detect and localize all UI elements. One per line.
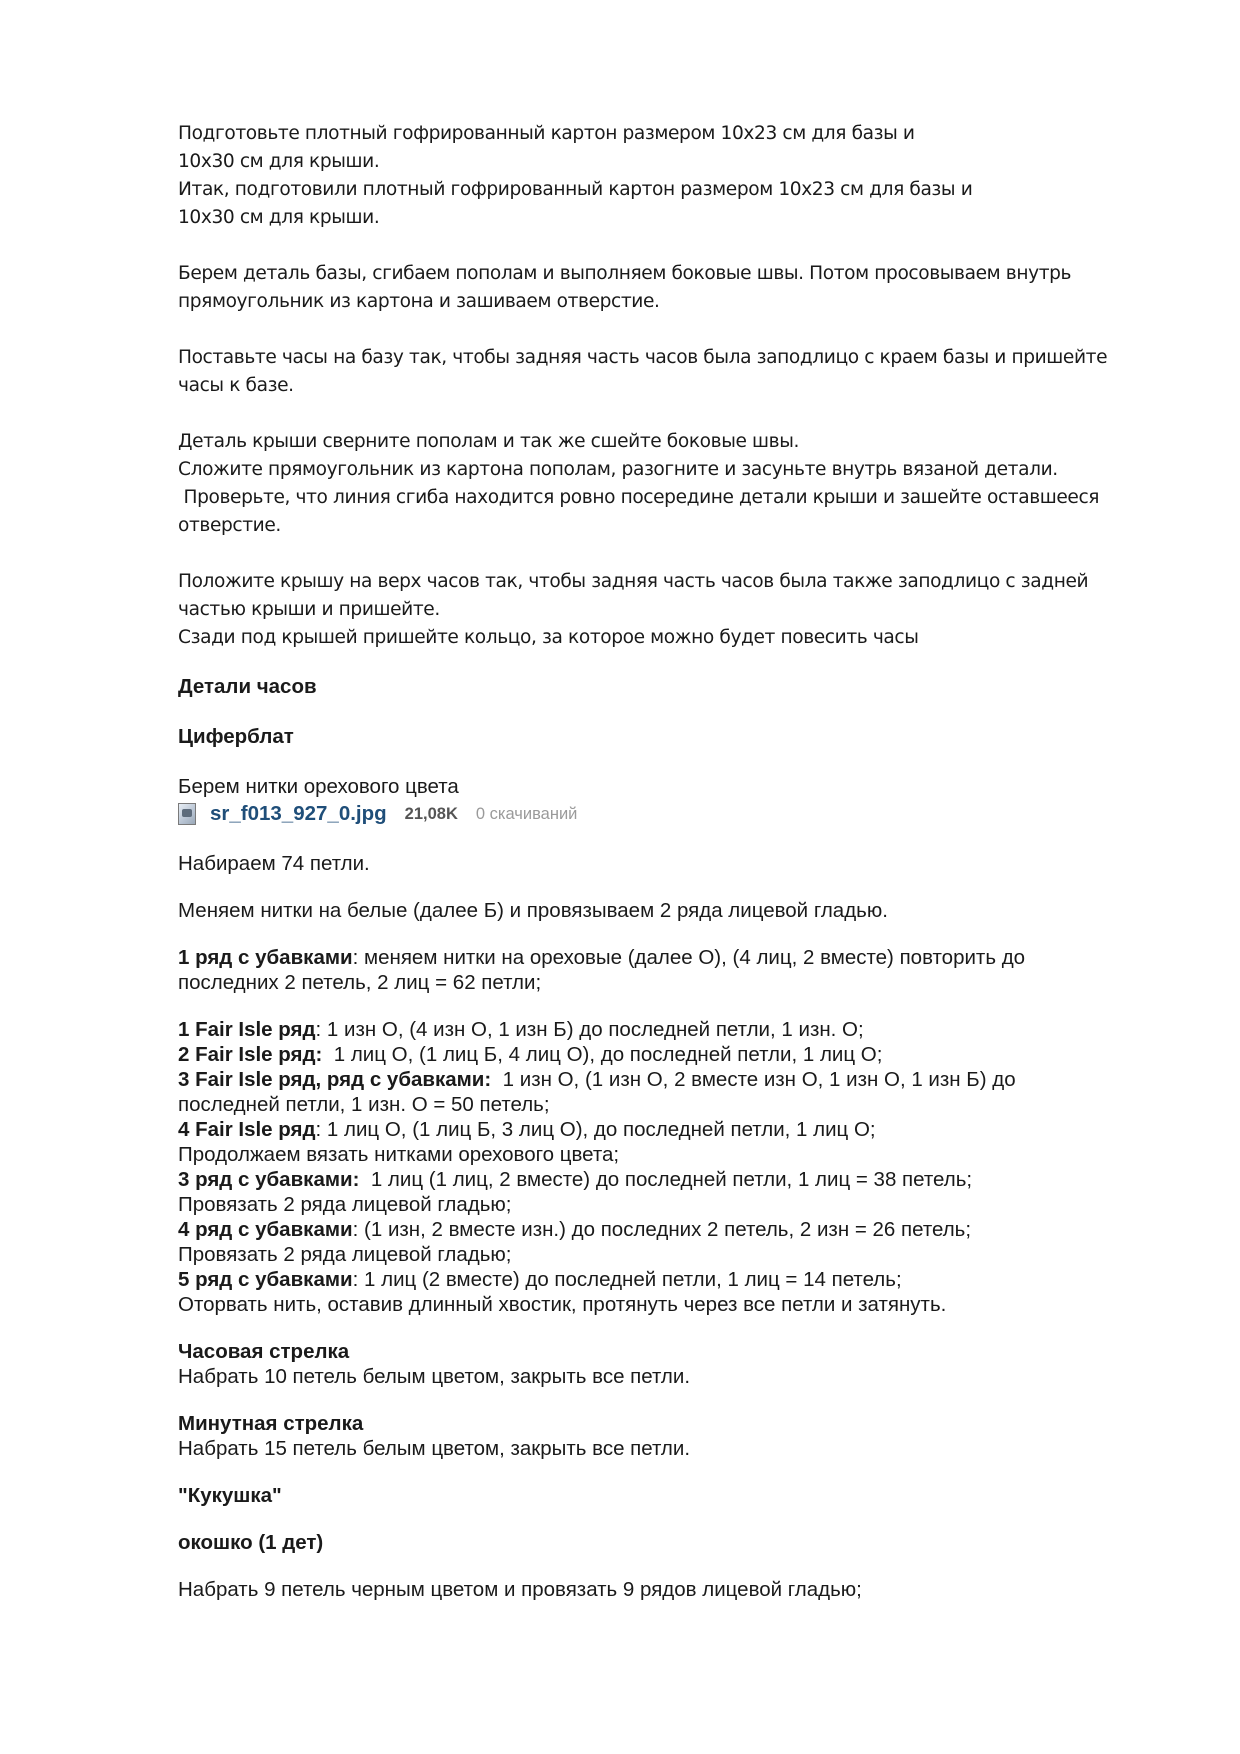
paragraph-line: Положите крышу на верх часов так, чтобы задняя часть часов была также заподлицо с задней	[178, 571, 1089, 592]
step-line: Провязать 2 ряда лицевой гладью;	[178, 1193, 512, 1216]
row-label: 1 ряд с убавками	[178, 946, 353, 969]
paragraph-line: Берем деталь базы, сгибаем пополам и выполняем боковые швы. Потом просовываем внутрь	[178, 263, 1072, 284]
paragraph-line: 10х30 см для крыши.	[178, 207, 380, 228]
row-text: 1 изн О, (1 изн О, 2 вместе изн О, 1 изн О, 1 изн Б) до	[491, 1068, 1016, 1091]
step-line: Набираем 74 петли.	[178, 852, 370, 875]
paragraph-line: Поставьте часы на базу так, чтобы задняя часть часов была заподлицо с краем базы и пришейте	[178, 347, 1108, 368]
paragraph-line: Сложите прямоугольник из картона пополам, разогните и засуньте внутрь вязаной детали.	[178, 459, 1058, 480]
attachment-link[interactable]: sr_f013_927_0.jpg	[210, 802, 387, 825]
row-text: : 1 лиц О, (1 лиц Б, 3 лиц О), до последней петли, 1 лиц О;	[315, 1118, 876, 1141]
step-line: Продолжаем вязать нитками орехового цвета;	[178, 1143, 620, 1166]
paragraph-line: Подготовьте плотный гофрированный картон размером 10х23 см для базы и	[178, 123, 915, 144]
spacer	[178, 540, 1168, 568]
paragraph-line: прямоугольник из картона и зашиваем отверстие.	[178, 291, 660, 312]
minute-hand-text: Набрать 15 петель белым цветом, закрыть все петли.	[178, 1437, 691, 1460]
step-line	[178, 1017, 1168, 1042]
row-label: 3 ряд с убавками:	[178, 1168, 360, 1191]
section-heading-dial: Циферблат	[178, 725, 294, 748]
paragraph-line: Сзади под крышей пришейте кольцо, за которое можно будет повесить часы	[178, 627, 919, 648]
hour-hand-title: Часовая стрелка	[178, 1340, 350, 1363]
attachment-row	[178, 799, 1168, 829]
row-text: : 1 изн О, (4 изн О, 1 изн Б) до последней петли, 1 изн. О;	[315, 1018, 864, 1041]
row-label: 1 Fair Isle ряд	[178, 1018, 316, 1041]
step-line	[178, 1267, 1168, 1292]
row-text: 1 лиц О, (1 лиц Б, 4 лиц О), до последней петли, 1 лиц О;	[322, 1043, 883, 1066]
yarn-note: Берем нитки орехового цвета	[178, 775, 459, 798]
row-text: : 1 лиц (2 вместе) до последней петли, 1 лиц = 14 петель;	[352, 1268, 902, 1291]
step-line: последних 2 петель, 2 лиц = 62 петли;	[178, 971, 542, 994]
document-page	[178, 120, 1168, 1602]
paragraph-line: частью крыши и пришейте.	[178, 599, 440, 620]
step-line	[178, 1117, 1168, 1142]
paragraph-line: часы к базе.	[178, 375, 294, 396]
window-title: окошко (1 дет)	[178, 1531, 324, 1554]
hour-hand-text: Набрать 10 петель белым цветом, закрыть все петли.	[178, 1365, 691, 1388]
step-line: Провязать 2 ряда лицевой гладью;	[178, 1243, 512, 1266]
row-text: 1 лиц (1 лиц, 2 вместе) до последней петли, 1 лиц = 38 петель;	[359, 1168, 973, 1191]
row-label: 4 ряд с убавками	[178, 1218, 353, 1241]
paragraph-line: Деталь крыши сверните пополам и так же сшейте боковые швы.	[178, 431, 799, 452]
step-line	[178, 1217, 1168, 1242]
cuckoo-title: "Кукушка"	[178, 1484, 282, 1507]
spacer	[178, 316, 1168, 344]
image-file-icon	[178, 803, 196, 825]
row-text: : меняем нитки на ореховые (далее О), (4 лиц, 2 вместе) повторить до	[352, 946, 1026, 969]
paragraph-line: отверстие.	[178, 515, 281, 536]
paragraph-line: Итак, подготовили плотный гофрированный картон размером 10х23 см для базы и	[178, 179, 973, 200]
step-line	[178, 1067, 1168, 1092]
row-label: 4 Fair Isle ряд	[178, 1118, 316, 1141]
step-line: Оторвать нить, оставив длинный хвостик, протянуть через все петли и затянуть.	[178, 1293, 947, 1316]
paragraph-line: 10х30 см для крыши.	[178, 151, 380, 172]
step-line: Меняем нитки на белые (далее Б) и провязываем 2 ряда лицевой гладью.	[178, 899, 888, 922]
row-label: 5 ряд с убавками	[178, 1268, 353, 1291]
attachment-size: 21,08K	[404, 804, 458, 823]
row-text: : (1 изн, 2 вместе изн.) до последних 2 петель, 2 изн = 26 петель;	[352, 1218, 972, 1241]
step-line	[178, 1167, 1168, 1192]
row-label: 3 Fair Isle ряд, ряд с убавками:	[178, 1068, 492, 1091]
minute-hand-title: Минутная стрелка	[178, 1412, 364, 1435]
row-label: 2 Fair Isle ряд:	[178, 1043, 323, 1066]
attachment-downloads: 0 скачиваний	[475, 804, 578, 823]
paragraph-line: Проверьте, что линия сгиба находится ровно посередине детали крыши и зашейте оставшееся	[178, 487, 1100, 508]
step-line	[178, 1042, 1168, 1067]
step-line: последней петли, 1 изн. О = 50 петель;	[178, 1093, 550, 1116]
step-line	[178, 945, 1168, 970]
window-text: Набрать 9 петель черным цветом и провязать 9 рядов лицевой гладью;	[178, 1578, 862, 1601]
section-heading-details: Детали часов	[178, 675, 317, 698]
spacer	[178, 232, 1168, 260]
spacer	[178, 400, 1168, 428]
